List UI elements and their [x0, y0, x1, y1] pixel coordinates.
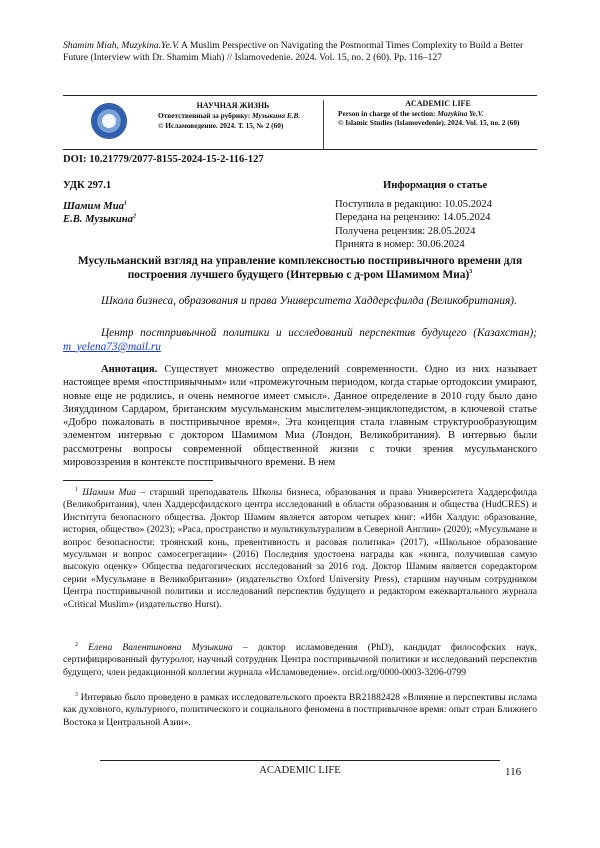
- journal-logo: [92, 104, 126, 138]
- editor-label-en: Person in charge of the section:: [338, 108, 438, 118]
- footnote-3-mark: 3: [75, 691, 78, 698]
- article-info-dates: [335, 198, 492, 252]
- author-2: [63, 213, 136, 226]
- running-header-text: A Muslim Perspective on Navigating the Postnormal Times Complexity to Build a Better Future (Interview with Dr. Shamim Miah) // Islamovedenie. 2024. Vol. 15, no. 2 (60). Pp. 116–127: [63, 40, 524, 64]
- running-header-authors: Shamim Miah, Muzykina.Ye.V.: [63, 40, 180, 51]
- editor-name-ru: Музыкина Е.В.: [252, 111, 301, 120]
- review-received-date: Получена рецензия: 28.05.2024: [335, 225, 476, 237]
- journal-box-en: [338, 99, 538, 128]
- author-email-link[interactable]: m_yelena73@mail.ru: [63, 341, 161, 353]
- editor-line-ru: [158, 111, 308, 121]
- footnote-2-text: – доктор исламоведения (PhD), кандидат философских наук, сертифицированный футуролог, научный сотрудник Центра постпривычной политики и исследований перспектив будущего, член редакционной коллегии журнала «Исламоведение». orcid.org/0000-0003-3206-0799: [63, 642, 537, 678]
- accepted-date: Принята в номер: 30.06.2024: [335, 239, 465, 251]
- editor-label-ru: Ответственный за рубрику:: [158, 111, 252, 120]
- article-title: [72, 255, 528, 282]
- affiliation-2: [63, 326, 537, 354]
- header-rule-bottom: [63, 149, 537, 150]
- doi: DOI: 10.21779/2077-8155-2024-15-2-116-127: [63, 154, 264, 165]
- footnote-2-mark: 2: [75, 641, 78, 648]
- footnote-1-mark: 1: [75, 486, 78, 493]
- footnote-2-name: Елена Валентиновна Музыкина: [88, 642, 233, 653]
- header-rule-top: [63, 95, 537, 96]
- received-date: Поступила в редакцию: 10.05.2024: [335, 199, 492, 210]
- page-number: 116: [505, 766, 522, 778]
- section-name-ru: НАУЧНАЯ ЖИЗНЬ: [196, 101, 270, 110]
- author-1-name: Шамим Миа: [63, 201, 124, 212]
- journal-box-ru: [158, 101, 308, 131]
- footnote-1-name: Шамим Миа: [82, 487, 137, 498]
- section-name-en: ACADEMIC LIFE: [405, 99, 471, 108]
- editor-name-en: Muzykina Ye.V.: [437, 108, 484, 118]
- affiliation-2-text: Центр постпривычной политики и исследований перспектив будущего (Казахстан);: [101, 327, 537, 339]
- affiliation-1: Школа бизнеса, образования и права Университета Хаддерсфилда (Великобритания).: [101, 295, 517, 307]
- footnote-3: [63, 692, 537, 729]
- footnote-rule: [63, 480, 213, 481]
- copyright-ru: © Исламоведение. 2024. Т. 15, № 2 (60): [158, 121, 284, 130]
- footnote-1: [63, 487, 537, 611]
- author-list: [63, 200, 136, 226]
- footnote-2: [63, 642, 537, 679]
- editor-line-en: [338, 109, 538, 119]
- header-box-divider: [323, 100, 324, 149]
- running-header: [63, 40, 537, 65]
- udk: УДК 297.1: [63, 180, 112, 191]
- article-title-mark: 3: [469, 268, 473, 275]
- footer-section: ACADEMIC LIFE: [259, 765, 341, 776]
- abstract-text: Существует множество определений современности. Одно из них называет настоящее время «постпривычным» или «промежуточным периодом, когда старые ортодоксии умирают, новые еще не родились, и очень немногое имеет смысл». Данное определение в 2010 году было дано Зияуддином Сардаром, британским мусульманским мыслителем-энциклопедистом, в ключевой статье «Добро пожаловать в постпривычное время». Эта концепция стала главным структурообразующим элементом интервью с доктором Шамимом Миа (Лондон, Великобритания). В интервью были рассмотрены вопросы современной общественной жизни с точки зрения мусульманского мировоззрения в контексте постпривычного времени. В нем: [63, 364, 537, 469]
- footnote-3-text: Интервью было проведено в рамках исследовательского проекта BR21882428 «Влияние и перспективы ислама как духовного, культурного, политического и социального феномена в постпривычное время: опыт стран Ближнего Востока и Центральной Азии».: [63, 692, 537, 728]
- copyright-en: © Islamic Studies (Islamovedenie). 2024. Vol. 15, no. 2 (60): [338, 118, 520, 128]
- article-title-text: Мусульманский взгляд на управление комплексностью постпривычного времени для построения лучшего будущего (Интервью с д-ром Шамимом Миа): [77, 255, 523, 281]
- author-2-mark: 2: [132, 213, 136, 220]
- abstract-label: Аннотация.: [101, 364, 158, 375]
- abstract: [63, 363, 537, 469]
- reviewed-date: Передана на рецензию: 14.05.2024: [335, 212, 491, 224]
- author-1-mark: 1: [123, 200, 127, 207]
- author-2-name: Е.В. Музыкина: [63, 214, 133, 225]
- footnote-1-text: – старший преподаватель Школы бизнеса, образования и права Университета Хаддерсфилда (Великобритания), член Хаддерсфилдского центра исследований в области образования и общества (HudCRES) и Института безопасного общества. Доктор Шамим является автором четырех книг: «Ибн Халдун: образование, история, общество» (2023); «Раса, пространство и мультикультурализм в Северной Англии» (2020); «Мусульмане и вопрос безопасности: троянский конь, превентивность и расовая политика» (2017), «Школьное образование мусульман и вопрос самосегрегации» (2016) Последняя удостоена награды как «книга, получившая самую высокую оценку» Общества педагогических исследований за 2016 год. Доктор Шамим является соредактором серии «Мусульмане в Великобритании» (издательство Oxford University Press), старшим научным сотрудником Центра постпривычной политики и исследований перспектив будущего и редактором ежеквартального журнала «Critical Muslim» (издательство Hurst).: [63, 487, 537, 610]
- author-1: [63, 200, 136, 213]
- footer-rule: [100, 760, 500, 761]
- article-info-heading: Информация о статье: [383, 180, 488, 191]
